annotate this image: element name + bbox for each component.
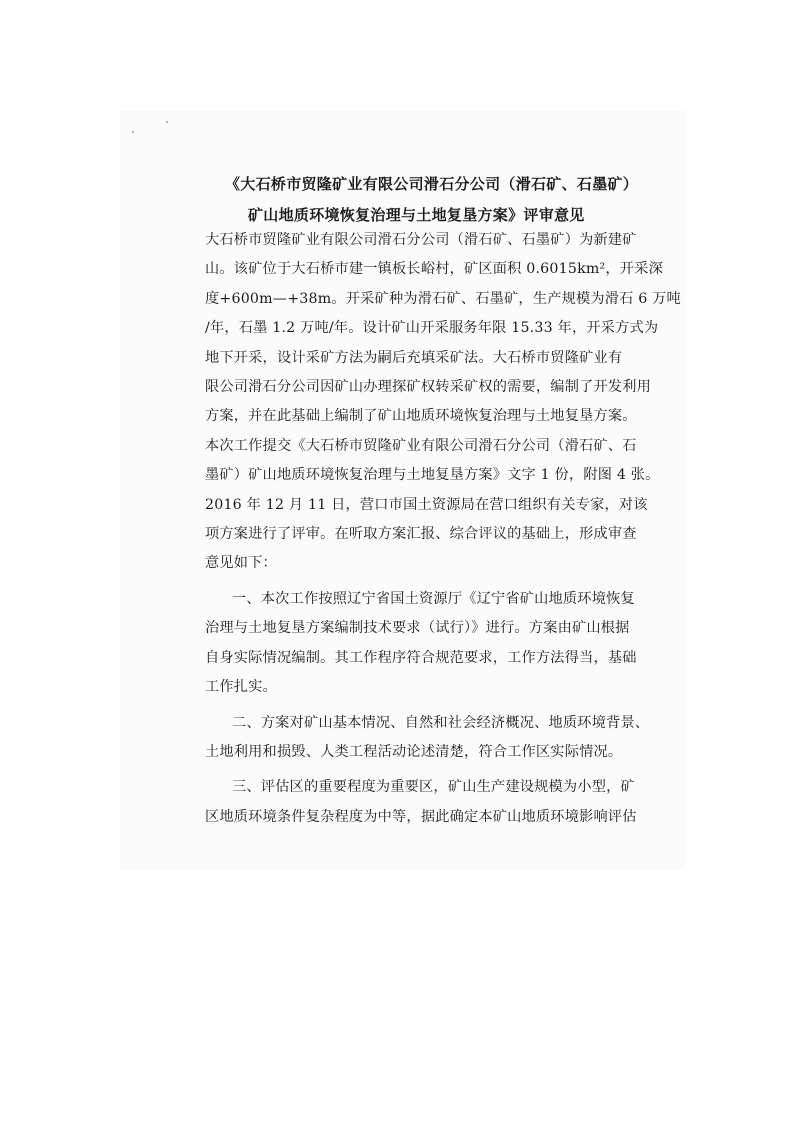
intro-paragraph [205, 226, 681, 579]
document-title-line-1: 《大石桥市贸隆矿业有限公司滑石分公司（滑石矿、石墨矿） [225, 175, 639, 193]
text-line: 方案，并在此基础上编制了矿山地质环境恢复治理与土地复垦方案。 [205, 408, 637, 425]
text-line: 自身实际情况编制。其工作程序符合规范要求，工作方法得当，基础 [205, 649, 637, 666]
text-line: 一、本次工作按照辽宁省国土资源厅《辽宁省矿山地质环境恢复 [232, 590, 635, 607]
document-body [205, 226, 681, 832]
text-line: 2016 年 12 月 11 日，营口市国土资源局在营口组织有关专家，对该 [205, 496, 648, 513]
text-line: 土地利用和损毁、人类工程活动论述清楚，符合工作区实际情况。 [205, 743, 623, 760]
scan-speck [132, 131, 134, 133]
text-line: 山。该矿位于大石桥市建一镇板长峪村，矿区面积 0.6015km²，开采深 [205, 261, 663, 278]
text-line: 区地质环境条件复杂程度为中等，据此确定本矿山地质环境影响评估 [205, 808, 637, 825]
text-line: 地下开采，设计采矿方法为嗣后充填采矿法。大石桥市贸隆矿业有 [205, 349, 623, 366]
review-item-2 [205, 709, 650, 768]
review-item-1 [205, 585, 637, 703]
text-line: 项方案进行了评审。在听取方案汇报、综合评议的基础上，形成审查 [205, 526, 637, 543]
text-line: 三、评估区的重要程度为重要区，矿山生产建设规模为小型，矿 [232, 779, 635, 796]
scan-speck [166, 121, 168, 123]
text-line: 本次工作提交《大石桥市贸隆矿业有限公司滑石分公司（滑石矿、石 [205, 437, 637, 454]
text-line: 墨矿）矿山地质环境恢复治理与土地复垦方案》文字 1 份，附图 4 张。 [205, 467, 660, 484]
review-item-3 [205, 773, 637, 832]
document-title-line-2: 矿山地质环境恢复治理与土地复垦方案》评审意见 [248, 206, 585, 224]
text-line: 工作扎实。 [205, 679, 277, 696]
text-line: 二、方案对矿山基本情况、自然和社会经济概况、地质环境背景、 [232, 714, 650, 731]
text-line: 度+600m—+38m。开采矿种为滑石矿、石墨矿，生产规模为滑石 6 万吨 [205, 290, 681, 307]
text-line: 治理与土地复垦方案编制技术要求（试行）》进行。方案由矿山根据 [205, 620, 630, 637]
text-line: 大石桥市贸隆矿业有限公司滑石分公司（滑石矿、石墨矿）为新建矿 [205, 232, 637, 248]
text-line: /年，石墨 1.2 万吨/年。设计矿山开采服务年限 15.33 年，开采方式为 [205, 320, 659, 337]
text-line: 意见如下： [205, 555, 277, 572]
text-line: 限公司滑石分公司因矿山办理探矿权转采矿权的需要，编制了开发利用 [205, 379, 652, 396]
